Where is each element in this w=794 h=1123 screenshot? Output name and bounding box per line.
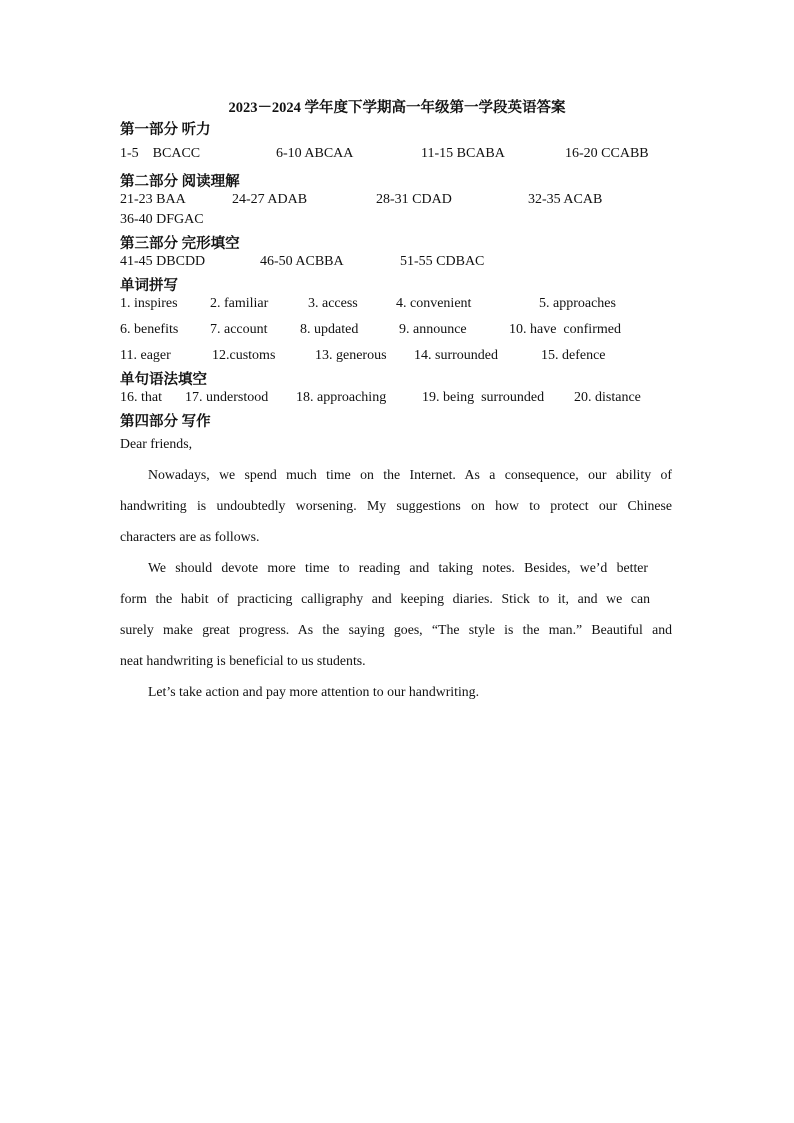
part3-heading: 第三部分 完形填空	[120, 236, 240, 252]
grammar-answer: 16. that	[120, 390, 162, 405]
grammar-answer: 18. approaching	[296, 390, 387, 405]
spelling-answer: 9. announce	[399, 322, 467, 337]
grammar-answer: 17. understood	[185, 390, 269, 405]
answer-group: 36-40 DFGAC	[120, 212, 204, 227]
spelling-answer: 3. access	[308, 296, 358, 311]
spelling-answer: 2. familiar	[210, 296, 269, 311]
grammar-heading: 单句语法填空	[120, 372, 207, 388]
spelling-answer: 13. generous	[315, 348, 387, 363]
document-title: 2023－2024 学年度下学期高一年级第一学段英语答案	[228, 100, 566, 116]
spelling-answer: 7. account	[210, 322, 268, 337]
essay-line: form the habit of practicing calligraphy and keeping diaries. Stick to it, and we can	[120, 591, 650, 606]
spelling-answer: 14. surrounded	[414, 348, 498, 363]
essay-line: surely make great progress. As the saying goes, “The style is the man.” Beautiful and	[120, 622, 672, 637]
answer-group: 6-10 ABCAA	[276, 146, 354, 161]
answer-group: 24-27 ADAB	[232, 192, 308, 207]
spelling-answer: 11. eager	[120, 348, 171, 363]
spelling-heading: 单词拼写	[120, 278, 178, 294]
essay-line: handwriting is undoubtedly worsening. My suggestions on how to protect our Chinese	[120, 498, 672, 513]
answer-group: 51-55 CDBAC	[400, 254, 485, 269]
answer-group: 46-50 ACBBA	[260, 254, 344, 269]
answer-group: 11-15 BCABA	[421, 146, 505, 161]
essay-line: Nowadays, we spend much time on the Internet. As a consequence, our ability of	[148, 467, 672, 482]
spelling-answer: 5. approaches	[539, 296, 616, 311]
essay-line: We should devote more time to reading and taking notes. Besides, we’d better	[148, 560, 648, 575]
answer-group: 1-5 BCACC	[120, 146, 201, 161]
part1-heading: 第一部分 听力	[120, 122, 211, 138]
part2-heading: 第二部分 阅读理解	[120, 174, 240, 190]
spelling-answer: 1. inspires	[120, 296, 178, 311]
part4-heading: 第四部分 写作	[120, 414, 211, 430]
answer-group: 41-45 DBCDD	[120, 254, 206, 269]
spelling-answer: 10. have confirmed	[509, 322, 621, 337]
answer-group: 16-20 CCABB	[565, 146, 649, 161]
spelling-answer: 15. defence	[541, 348, 606, 363]
essay-greeting: Dear friends,	[120, 436, 193, 451]
answer-group: 21-23 BAA	[120, 192, 186, 207]
answer-group: 32-35 ACAB	[528, 192, 603, 207]
spelling-answer: 12.customs	[212, 348, 276, 363]
essay-line: Let’s take action and pay more attention to our handwriting.	[148, 684, 480, 699]
grammar-answer: 19. being surrounded	[422, 390, 545, 405]
spelling-answer: 8. updated	[300, 322, 359, 337]
grammar-answer: 20. distance	[574, 390, 641, 405]
spelling-answer: 4. convenient	[396, 296, 472, 311]
essay-line: characters are as follows.	[120, 529, 260, 544]
essay-line: neat handwriting is beneficial to us students.	[120, 653, 366, 668]
answer-group: 28-31 CDAD	[376, 192, 452, 207]
spelling-answer: 6. benefits	[120, 322, 179, 337]
